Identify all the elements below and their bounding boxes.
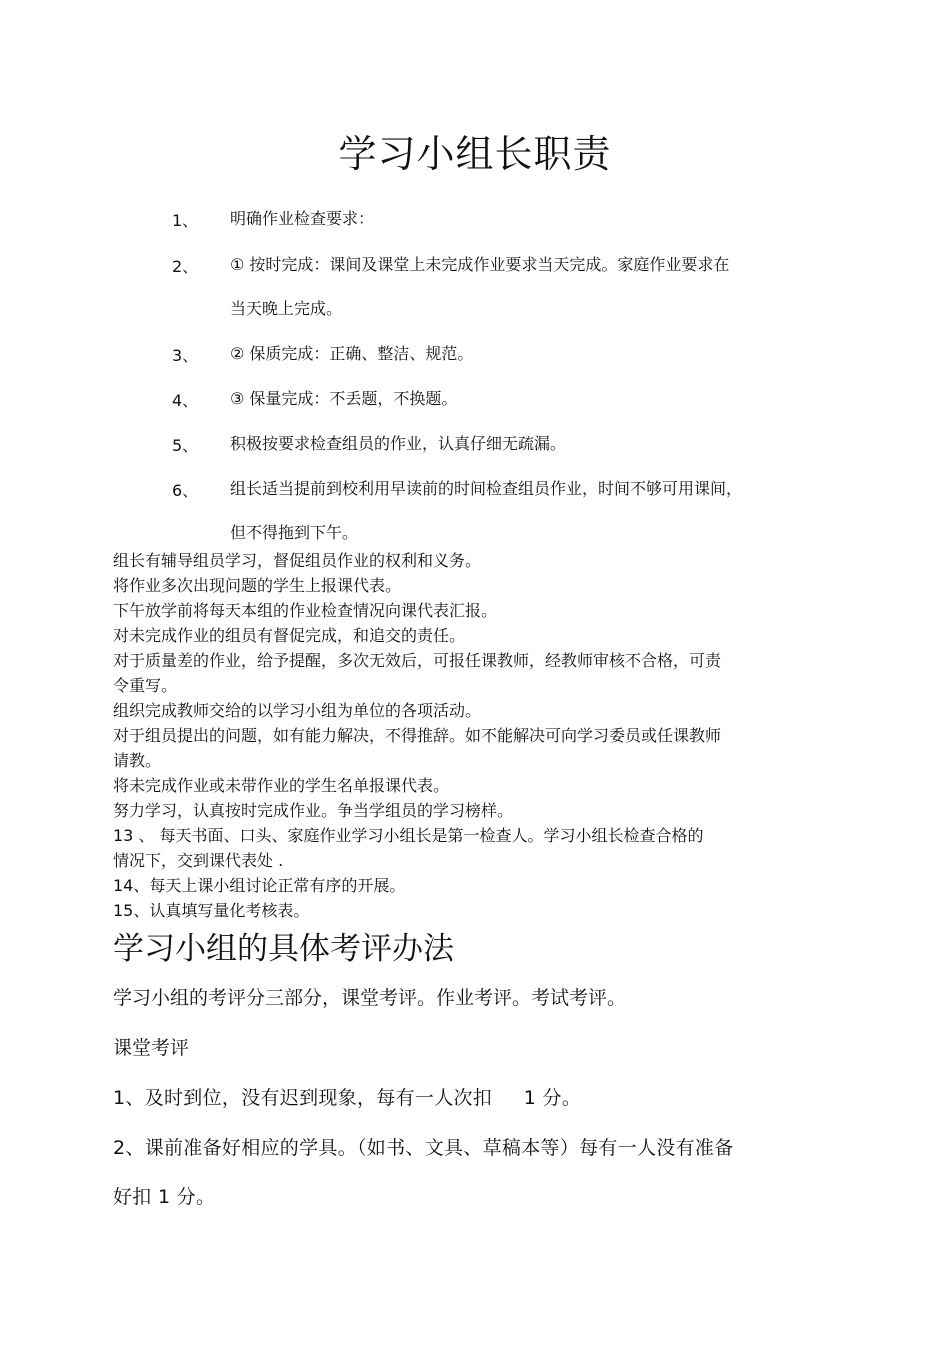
list-item-line: ③ 保量完成：不丢题，不换题。 [230, 389, 458, 408]
list-item-text [230, 433, 805, 477]
list-item-line: 组长适当提前到校利用早读前的时间检查组员作业，时间不够可用课间， [230, 479, 743, 498]
paragraph-line: 对于质量差的作业，给予提醒，多次无效后，可报任课教师，经教师审核不合格，可责 [113, 651, 722, 670]
list-item-line: 当天晚上完成。 [230, 299, 343, 318]
paragraph-line: 组织完成教师交给的以学习小组为单位的各项活动。 [113, 701, 482, 720]
paragraph [113, 698, 803, 723]
list-item-line: ② 保质完成：正确、整洁、规范。 [230, 344, 474, 363]
paragraph-line: 对于组员提出的问题，如有能力解决，不得推辞。如不能解决可向学习委员或任课教师 [113, 726, 722, 745]
section-intro: 学习小组的考评分三部分，课堂考评。作业考评。考试考评。 [113, 987, 627, 1009]
list-item-number: 2、 [172, 257, 199, 276]
list-item-number: 4、 [172, 391, 199, 410]
paragraph-line: 情况下，交到课代表处 . [113, 851, 284, 870]
list-item-line: 但不得拖到下午。 [230, 523, 359, 542]
paragraph [113, 898, 803, 923]
list-item-number: 1、 [172, 211, 199, 230]
paragraph-line: 将作业多次出现问题的学生上报课代表。 [113, 576, 402, 595]
paragraph-line: 13 、 每天书面、口头、家庭作业学习小组长是第一检查人。学习小组长检查合格的 [113, 826, 704, 845]
duty-paragraphs [113, 548, 803, 923]
paragraph-line: 14、每天上课小组讨论正常有序的开展。 [113, 876, 406, 895]
list-item-text [230, 388, 805, 432]
paragraph [113, 573, 803, 598]
paragraph-line: 努力学习，认真按时完成作业。争当学组员的学习榜样。 [113, 801, 514, 820]
paragraph [113, 873, 803, 898]
paragraph [113, 723, 803, 773]
rule-item: 1、及时到位，没有迟到现象，每有一人次扣 1 分。 [113, 1087, 582, 1109]
list-item-text [230, 343, 805, 387]
rule-item: 2、课前准备好相应的学具。（如书、文具、草稿本等）每有一人没有准备 [113, 1137, 734, 1159]
list-item-number: 6、 [172, 481, 199, 500]
paragraph-line: 令重写。 [113, 676, 178, 695]
list-item-line: ① 按时完成：课间及课堂上未完成作业要求当天完成。家庭作业要求在 [230, 255, 730, 274]
paragraph-line: 15、认真填写量化考核表。 [113, 901, 310, 920]
paragraph-line: 请教。 [113, 751, 162, 770]
paragraph [113, 598, 803, 623]
list-item-text [230, 208, 805, 252]
paragraph-line: 下午放学前将每天本组的作业检查情况向课代表汇报。 [113, 601, 498, 620]
list-item-number: 5、 [172, 436, 199, 455]
page-title: 学习小组长职责 [338, 132, 612, 176]
paragraph-line: 组长有辅导组员学习，督促组员作业的权利和义务。 [113, 551, 482, 570]
list-item-line: 明确作业检查要求： [230, 209, 375, 228]
subsection-heading: 课堂考评 [113, 1037, 190, 1059]
section-title: 学习小组的具体考评办法 [113, 931, 454, 967]
paragraph [113, 798, 803, 823]
list-item-number: 3、 [172, 346, 199, 365]
list-item-text [230, 254, 805, 342]
paragraph [113, 548, 803, 573]
paragraph [113, 648, 803, 698]
paragraph [113, 623, 803, 648]
paragraph [113, 773, 803, 798]
paragraph-line: 对未完成作业的组员有督促完成，和追交的责任。 [113, 626, 466, 645]
paragraph-line: 将未完成作业或未带作业的学生名单报课代表。 [113, 776, 450, 795]
rule-item-continued: 好扣 1 分。 [113, 1186, 216, 1208]
list-item-line: 积极按要求检查组员的作业，认真仔细无疏漏。 [230, 434, 567, 453]
paragraph [113, 823, 803, 873]
